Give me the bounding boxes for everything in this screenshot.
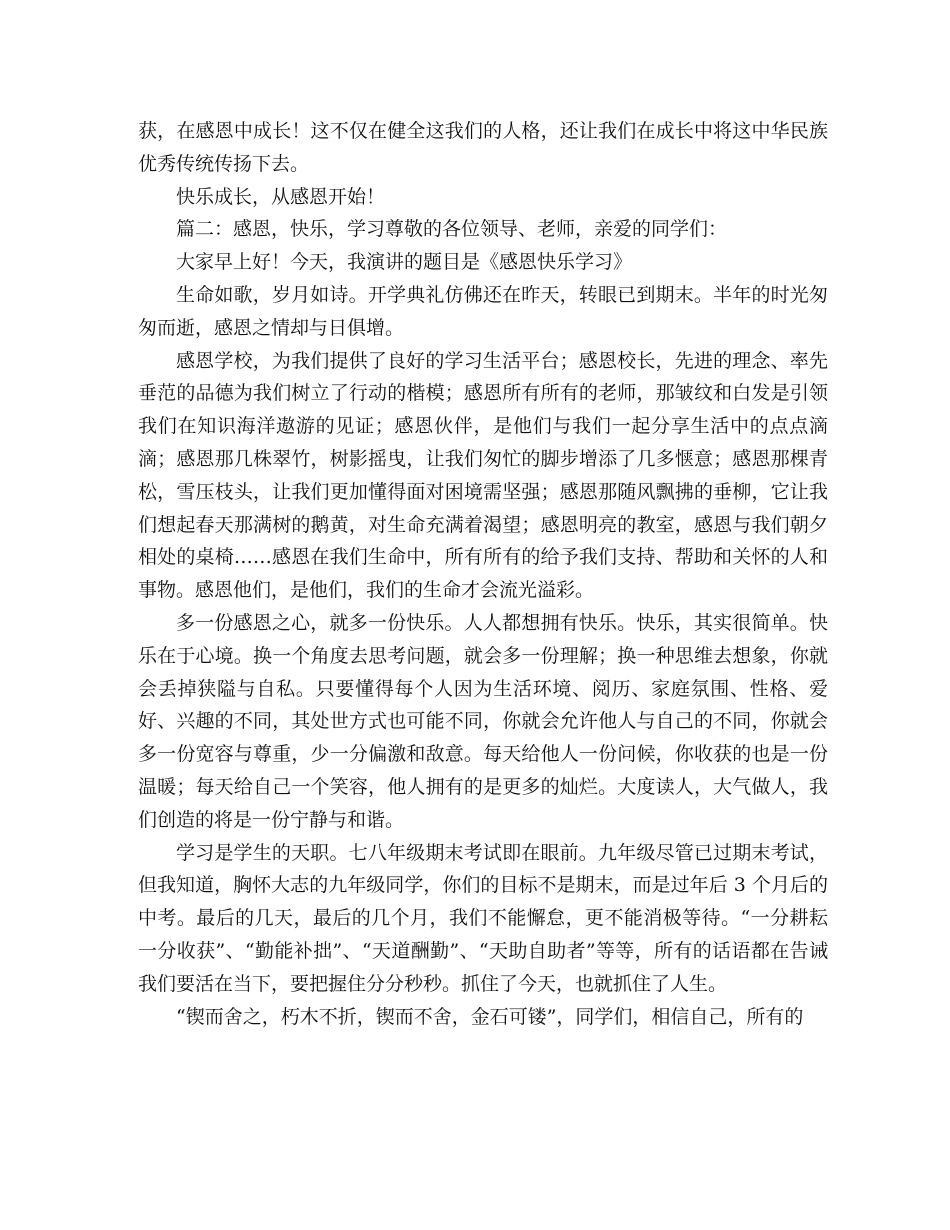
paragraph: 篇二：感恩，快乐，学习尊敬的各位领导、老师，亲爱的同学们： (176, 218, 728, 241)
paragraph: 大家早上好！今天，我演讲的题目是《感恩快乐学习》 (176, 251, 633, 274)
paragraph: “锲而舍之，朽木不折，锲而不舍，金石可镂”，同学们，相信自己，所有的 (176, 1005, 804, 1028)
paragraph: 快乐成长，从感恩开始！ (176, 185, 386, 208)
paragraph: 获，在感恩中成长！这不仅在健全这我们的人格，还让我们在成长中将这中华民族优秀传统传扬下去。 (138, 120, 828, 175)
document-body (138, 115, 828, 1033)
paragraph: 学习是学生的天职。七八年级期末考试即在眼前。九年级尽管已过期末考试，但我知道，胸怀大志的九年级同学，你们的目标不是期末，而是过年后 3 个月后的中考。最后的几天，最后的几个月，我们不能懈怠，更不能消极等待。“一分耕耘一分收获”、“勤能补拙”、“天道酬勤”、“天助自助者”等等，所有的话语都在告诫我们要活在当下，要把握住分分秒秒。抓住了今天，也就抓住了人生。 (138, 841, 828, 995)
paragraph: 感恩学校，为我们提供了良好的学习生活平台；感恩校长，先进的理念、率先垂范的品德为我们树立了行动的楷模；感恩所有所有的老师，那皱纹和白发是引领我们在知识海洋遨游的见证；感恩伙伴，是他们与我们一起分享生活中的点点滴滴；感恩那几株翠竹，树影摇曳，让我们匆忙的脚步增添了几多惬意；感恩那棵青松，雪压枝头，让我们更加懂得面对困境需坚强；感恩那随风飘拂的垂柳，它让我们想起春天那满树的鹅黄，对生命充满着渴望；感恩明亮的教室，感恩与我们朝夕相处的桌椅……感恩在我们生命中，所有所有的给予我们支持、帮助和关怀的人和事物。感恩他们，是他们，我们的生命才会流光溢彩。 (138, 349, 828, 602)
paragraph: 多一份感恩之心，就多一份快乐。人人都想拥有快乐。快乐，其实很简单。快乐在于心境。换一个角度去思考问题，就会多一份理解；换一种思维去想象，你就会丢掉狭隘与自私。只要懂得每个人因为生活环境、阅历、家庭氛围、性格、爱好、兴趣的不同，其处世方式也可能不同，你就会允许他人与自己的不同，你就会多一份宽容与尊重，少一分偏激和敌意。每天给他人一份问候，你收获的也是一份温暖；每天给自己一个笑容，他人拥有的是更多的灿烂。大度读人，大气做人，我们创造的将是一份宁静与和谐。 (138, 611, 828, 831)
paragraph: 生命如歌，岁月如诗。开学典礼仿佛还在昨天，转眼已到期末。半年的时光匆匆而逝，感恩之情却与日俱增。 (138, 283, 828, 339)
